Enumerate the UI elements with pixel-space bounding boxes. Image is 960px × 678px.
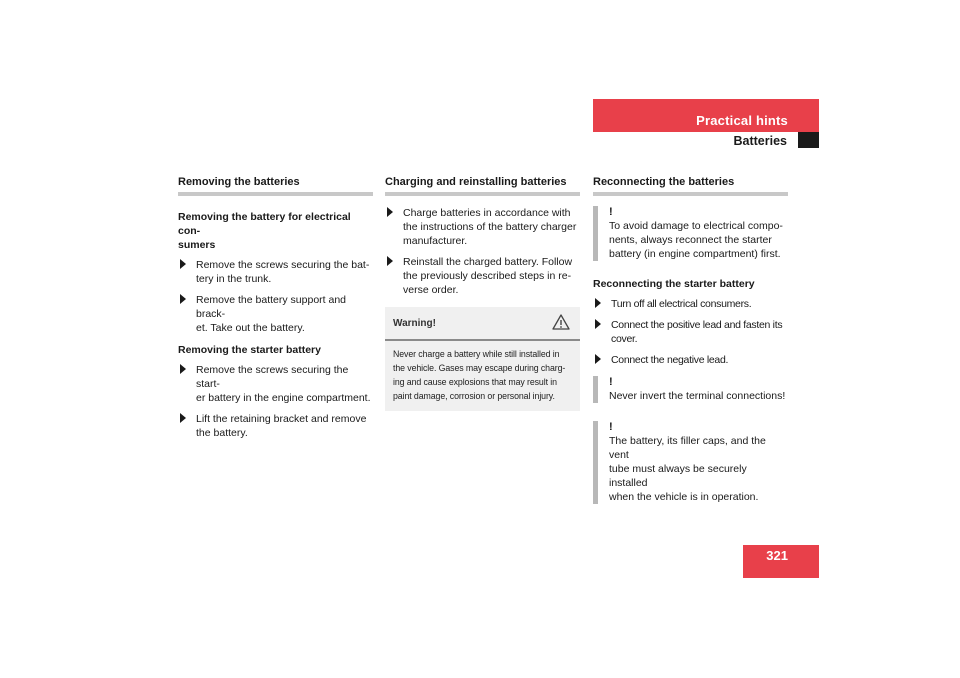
section-title: Batteries — [733, 134, 787, 148]
list-item — [178, 412, 373, 440]
note-box — [593, 421, 788, 504]
page-number: 321 — [766, 548, 788, 563]
section-marker — [798, 132, 819, 148]
warning-label: Warning! — [393, 318, 436, 329]
warning-header — [385, 307, 580, 341]
bullet-arrow-icon — [595, 354, 601, 364]
note-text: To avoid damage to electrical compo- nents, always reconnect the starter battery (in engine compartment) first. — [609, 220, 783, 260]
bullet-arrow-icon — [595, 298, 601, 308]
header-banner — [593, 99, 819, 132]
warning-box — [385, 307, 580, 411]
list-item-text: Remove the screws securing the bat- tery in the trunk. — [196, 259, 370, 285]
bullet-arrow-icon — [387, 207, 393, 217]
bullet-arrow-icon — [595, 319, 601, 329]
warning-triangle-icon — [552, 314, 570, 335]
subhead-starter-battery: Removing the starter battery — [178, 344, 321, 356]
column-removing — [178, 175, 373, 447]
bullet-arrow-icon — [180, 413, 186, 423]
list-item — [178, 363, 373, 405]
exclamation-icon: ! — [609, 206, 613, 218]
bullet-arrow-icon — [180, 364, 186, 374]
list-item-text: Turn off all electrical consumers. — [611, 298, 752, 310]
exclamation-icon: ! — [609, 376, 613, 388]
list-item-text: Connect the positive lead and fasten its cover. — [611, 319, 783, 345]
page-number-banner — [743, 545, 819, 578]
note-text: The battery, its filler caps, and the vent tube must always be securely installed when the vehicle is in operation. — [609, 435, 766, 503]
list-item-text: Remove the battery support and brack- et. Take out the battery. — [196, 294, 347, 334]
list-item-text: Connect the negative lead. — [611, 354, 729, 366]
subhead-reconnect-starter: Reconnecting the starter battery — [593, 278, 755, 290]
list-item — [178, 293, 373, 335]
heading-removing-batteries: Removing the batteries — [178, 175, 373, 196]
exclamation-icon: ! — [609, 421, 613, 433]
list-item — [593, 318, 788, 346]
list-item — [385, 206, 580, 248]
list-item — [593, 353, 788, 367]
list-item — [593, 297, 788, 311]
heading-reconnecting-batteries: Reconnecting the batteries — [593, 175, 788, 196]
warning-text: Never charge a battery while still installed in the vehicle. Gases may escape during charg- ing and cause explosions that may result in paint damage, corrosion or personal injury. — [393, 349, 566, 401]
note-text: Never invert the terminal connections! — [609, 390, 786, 402]
note-box — [593, 206, 788, 261]
column-charging — [385, 175, 580, 411]
column-reconnecting — [593, 175, 788, 516]
subhead-consumer-battery: Removing the battery for electrical con- sumers — [178, 211, 351, 251]
list-item — [178, 258, 373, 286]
note-box — [593, 376, 788, 403]
bullet-arrow-icon — [180, 294, 186, 304]
bullet-arrow-icon — [387, 256, 393, 266]
list-item-text: Lift the retaining bracket and remove the battery. — [196, 413, 367, 439]
list-item — [385, 255, 580, 297]
list-item-text: Charge batteries in accordance with the instructions of the battery charger manufacturer. — [403, 207, 577, 247]
chapter-title: Practical hints — [696, 113, 788, 128]
list-item-text: Reinstall the charged battery. Follow the previously described steps in re- verse order. — [403, 256, 573, 296]
bullet-arrow-icon — [180, 259, 186, 269]
list-item-text: Remove the screws securing the start- er battery in the engine compartment. — [196, 364, 371, 404]
heading-charging-batteries: Charging and reinstalling batteries — [385, 175, 580, 196]
